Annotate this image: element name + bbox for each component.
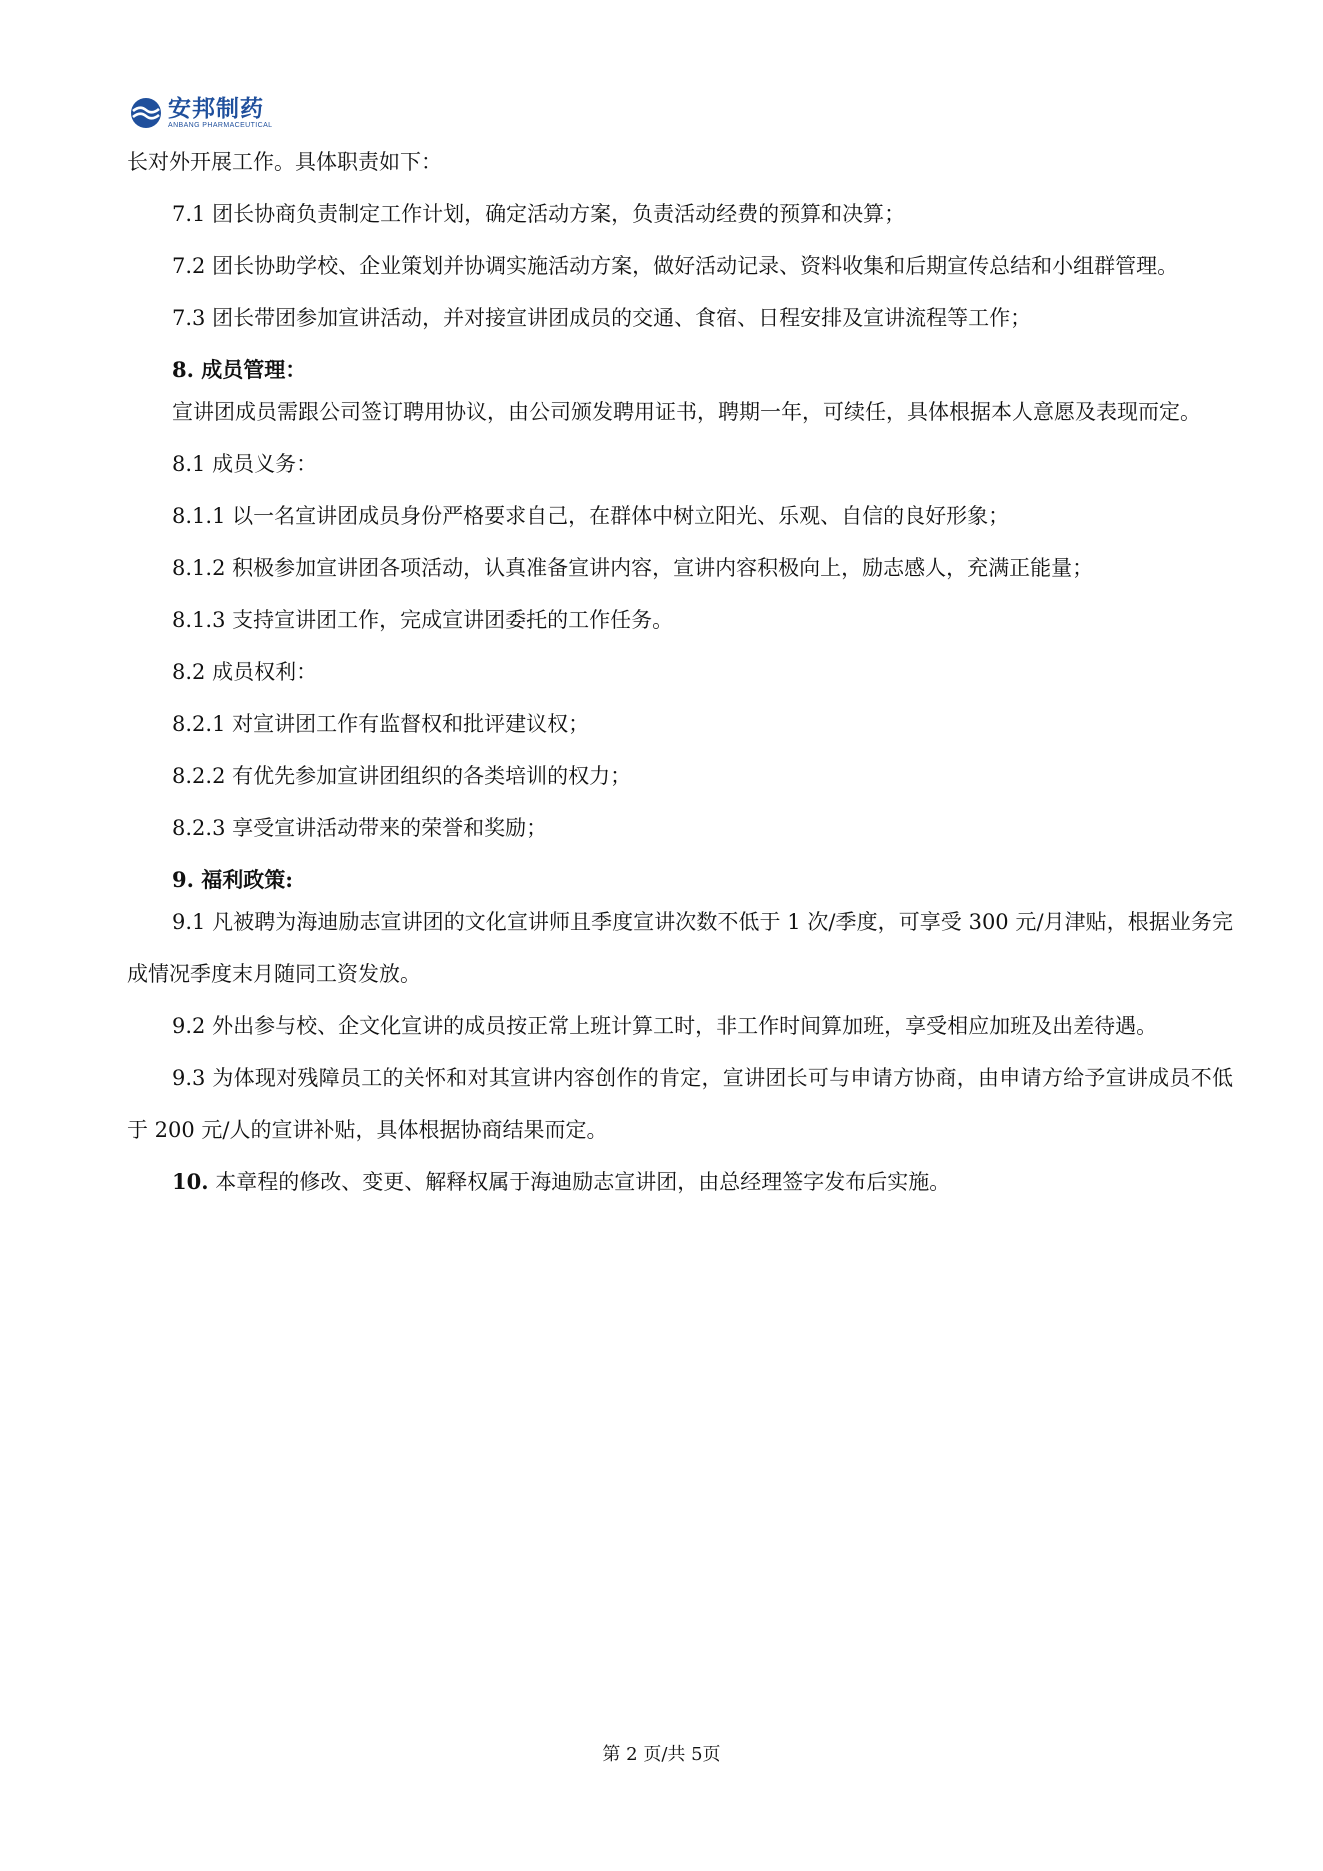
paragraph-8-2-1: 8.2.1 对宣讲团工作有监督权和批评建议权； bbox=[172, 712, 590, 736]
paragraph-8: 宣讲团成员需跟公司签订聘用协议，由公司颁发聘用证书，聘期一年，可续任，具体根据本人意愿及表现而定。 bbox=[172, 400, 1201, 424]
paragraph-8-1-2: 8.1.2 积极参加宣讲团各项活动，认真准备宣讲内容，宣讲内容积极向上，励志感人，充满正能量； bbox=[172, 556, 1094, 580]
paragraph-8-2-3: 8.2.3 享受宣讲活动带来的荣誉和奖励； bbox=[172, 816, 548, 840]
paragraph-8-2-2: 8.2.2 有优先参加宣讲团组织的各类培训的权力； bbox=[172, 764, 632, 788]
section-number-10: 10. bbox=[172, 1169, 209, 1194]
company-logo bbox=[130, 92, 272, 134]
paragraph-8-1-3: 8.1.3 支持宣讲团工作，完成宣讲团委托的工作任务。 bbox=[172, 608, 674, 632]
paragraph-7-2: 7.2 团长协助学校、企业策划并协调实施活动方案，做好活动记录、资料收集和后期宣传总结和小组群管理。 bbox=[172, 254, 1179, 278]
section-heading-9: 9. 福利政策: bbox=[172, 867, 293, 892]
paragraph-8-1: 8.1 成员义务： bbox=[172, 452, 318, 476]
paragraph-10-text: 本章程的修改、变更、解释权属于海迪励志宣讲团，由总经理签字发布后实施。 bbox=[208, 1170, 951, 1194]
logo-english-name: ANBANG PHARMACEUTICAL bbox=[168, 121, 273, 129]
paragraph-10 bbox=[127, 1156, 1233, 1208]
paragraph-8-1-1: 8.1.1 以一名宣讲团成员身份严格要求自己，在群体中树立阳光、乐观、自信的良好形象； bbox=[172, 504, 1010, 528]
logo-wave-icon bbox=[130, 97, 162, 129]
paragraph-9-1: 9.1 凡被聘为海迪励志宣讲团的文化宣讲师且季度宣讲次数不低于 1 次/季度，可享受 300 元/月津贴，根据业务完成情况季度末月随同工资发放。 bbox=[127, 910, 1233, 986]
logo-chinese-name: 安邦制药 bbox=[168, 95, 264, 122]
paragraph-9-3: 9.3 为体现对残障员工的关怀和对其宣讲内容创作的肯定，宣讲团长可与申请方协商，由申请方给予宣讲成员不低于 200 元/人的宣讲补贴，具体根据协商结果而定。 bbox=[127, 1066, 1233, 1142]
paragraph-9-2: 9.2 外出参与校、企文化宣讲的成员按正常上班计算工时，非工作时间算加班，享受相应加班及出差待遇。 bbox=[172, 1014, 1158, 1038]
page-footer: 第 2 页/共 5页 bbox=[602, 1744, 721, 1765]
paragraph-intro: 长对外开展工作。具体职责如下： bbox=[127, 150, 442, 174]
paragraph-8-2: 8.2 成员权利： bbox=[172, 660, 318, 684]
paragraph-7-3: 7.3 团长带团参加宣讲活动，并对接宣讲团成员的交通、食宿、日程安排及宣讲流程等工作； bbox=[172, 306, 1032, 330]
document-body bbox=[127, 136, 1233, 1208]
section-heading-8: 8. 成员管理： bbox=[172, 357, 307, 382]
paragraph-7-1: 7.1 团长协商负责制定工作计划，确定活动方案，负责活动经费的预算和决算； bbox=[172, 202, 906, 226]
